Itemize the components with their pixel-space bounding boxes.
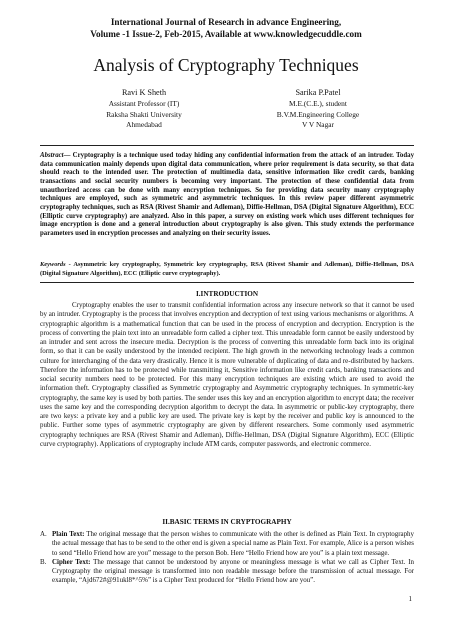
keywords-label: Keywords xyxy=(40,261,66,268)
header-divider xyxy=(40,145,414,146)
author-name: Sarika P.Patel xyxy=(295,88,341,97)
journal-header-line-2: Volume -1 Issue-2, Feb-2015, Available at www.knowledgecuddle.com xyxy=(90,29,362,39)
keywords-text: - Asymmetric key cryptography, Symmetric key cryptography, RSA (Rivest Shamir and Adleman), Diffie-Hellman, DSA (Digital Signature Algorithm), ECC (Elliptic curve cryptography). xyxy=(40,261,414,277)
section-heading-basic-terms: II.BASIC TERMS IN CRYPTOGRAPHY xyxy=(162,518,292,526)
author-organization: Raksha Shakti University xyxy=(106,109,182,119)
journal-header-line-1: International Journal of Research in advance Engineering, xyxy=(110,17,342,27)
term-label: Cipher Text: xyxy=(52,557,91,566)
basic-terms-list xyxy=(40,530,414,586)
author-block-1 xyxy=(54,87,234,131)
abstract-divider xyxy=(40,282,414,283)
author-name: Ravi K Sheth xyxy=(121,88,167,97)
introduction-body xyxy=(40,301,414,449)
list-marker: A. xyxy=(40,530,47,538)
author-block-2 xyxy=(228,87,408,131)
term-definition: The original message that the person wishes to communicate with the other is defined as Plain Text. In cryptography the actual message that has to be send to the other end is given a special name as Plain Text. For example, Alice is a person wishes to send “Hello Friend how are you” message to the person Bob. Here “Hello Friend how are you” is a plain text message. xyxy=(52,530,414,557)
author-organization: B.V.M.Engineering College xyxy=(276,109,360,119)
abstract-label: Abstract— xyxy=(40,152,71,159)
author-role: Assistant Professor (IT) xyxy=(108,99,180,108)
abstract xyxy=(40,152,414,239)
list-marker: B. xyxy=(40,557,47,566)
page-number: 1 xyxy=(408,595,412,603)
abstract-text: Cryptography is a technique used today hiding any confidential information from the attack of an intruder. Today data communication mainly depends upon digital data communication, where prior requirement is data security, so that data should reach to the intended user. The protection of multimedia data, sensitive information like credit cards, banking transactions and social security numbers is becoming very important. The protection of these confidential data from unauthorized access can be done with many encryption techniques. So for providing data security many cryptography techniques are employed, such as symmetric and asymmetric techniques. In this review paper different asymmetric cryptography techniques, such as RSA (Rivest Shamir and Adleman), Diffie-Hellman, DSA (Digital Signature Algorithm), ECC (Elliptic curve cryptography) are analyzed. Also in this paper, a survey on existing work which uses different techniques for image encryption is done and a general introduction about cryptography is also given. This study extends the performance parameters used in encryption processes and analyzing on their security issues. xyxy=(40,152,414,237)
term-label: Plain Text: xyxy=(52,530,85,538)
section-heading-introduction: I.INTRODUCTION xyxy=(195,290,259,298)
list-item xyxy=(40,558,414,586)
keywords xyxy=(40,261,414,279)
list-item xyxy=(40,530,414,558)
author-place: Ahmedabad xyxy=(126,120,162,130)
author-place: V V Nagar xyxy=(301,120,335,130)
author-role: M.E.(C.E.), student xyxy=(289,99,347,108)
term-definition: The message that cannot be understood by anyone or meaningless message is what we call as Cipher Text. In Cryptography the original message is transformed into non readable message before the transmission of actual message. For example, “Ajd672#@91ukl8*^5%” is a Cipher Text produced for “Hello Friend how are you”. xyxy=(52,557,414,585)
paper-title: Analysis of Cryptography Techniques xyxy=(93,55,359,75)
introduction-paragraph: Cryptography enables the user to transmit confidential information across any insecure network so that it cannot be used by an intruder. Cryptography is the process that involves encryption and decryption of text using various mechanisms or algorithms. A cryptographic algorithm is a mathematical function that can be used in the process of encryption and decryption. Encryption is the process of converting the plain text into an unreadable form called a cipher text. This unreadable form cannot be easily understood by an intruder and sent across the insecure media. Decryption is the process of converting this unreadable form back into its original form, so that it can be easily understood by the intended recipient. The high growth in the networking technology leads a common culture for interchanging of the data very drastically. Hence it is more vulnerable of duplicating of data and re-distributed by hackers. Therefore the information has to be protected while transmitting it, Sensitive information like credit cards, banking transactions and social security numbers need to be protected. For this many encryption techniques are existing which are used to avoid the information theft. Cryptography classified as Symmetric cryptography and Asymmetric cryptography techniques. In symmetric-key cryptography, the same key is used by both parties. The sender uses this key and an encryption algorithm to encrypt data; the receiver uses the same key and the corresponding decryption algorithm to decrypt the data. In asymmetric or public-key cryptography, there are two keys: a private key and a public key are used. The private key is kept by the receiver and public key is announced to the public. Further some types of asymmetric cryptography are given by different researchers. Some commonly used asymmetric cryptography techniques are RSA (Rivest Shamir and Adleman), Diffie-Hellman, DSA (Digital Signature Algorithm), ECC (Elliptic curve cryptography). Applications of cryptography include ATM cards, computer passwords, and electronic commerce. xyxy=(40,301,414,448)
